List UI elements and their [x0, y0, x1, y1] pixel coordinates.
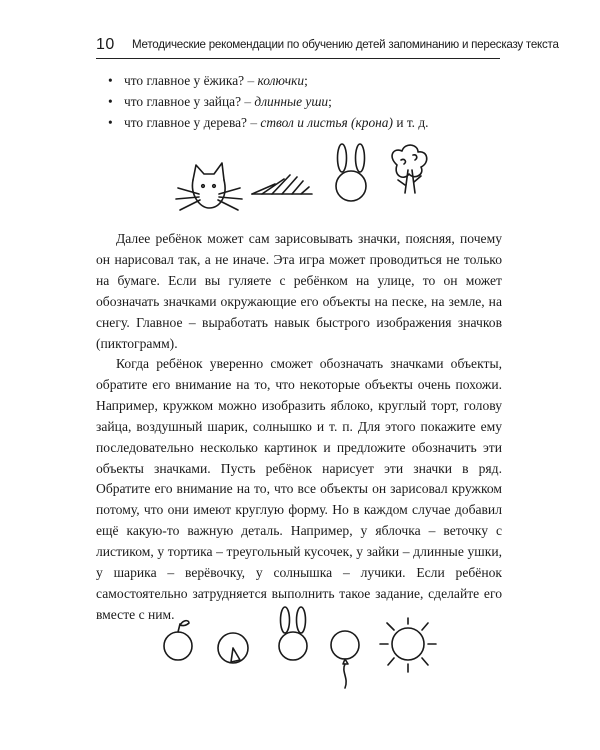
running-title: Методические рекомендации по обучению детей запоминанию и пересказу текста	[132, 38, 559, 51]
answer-text: ствол и листья (крона)	[260, 115, 393, 130]
rabbit-icon	[336, 144, 366, 201]
cake-icon	[218, 633, 248, 663]
page-number: 10	[96, 36, 115, 53]
question-text: что главное у зайца?	[124, 94, 242, 109]
answer-tail: ;	[304, 73, 308, 88]
answer-text: длинные уши	[254, 94, 329, 109]
tree-icon	[392, 145, 427, 193]
question-text: что главное у дерева?	[124, 115, 247, 130]
dash: –	[241, 94, 255, 109]
paragraph-2: Когда ребёнок уверенно сможет обозначать значками объекты, обратите его внимание на то, что некоторые объекты очень похожи. Например, кружком можно изобразить яблоко, круглый торт, голову зайца, воздушный шарик, солнышко и т. п. Для этого покажите ему последовательно несколько картинок и предложите обозначить эти объекты значками. Пусть ребёнок нарисует эти значки в ряд. Обратите его внимание на то, что все объекты он зарисовал кружком потому, что они имеют круглую форму. Но в каждом случае добавил ещё какую-то важную деталь. Например, у яблочка – веточку с листиком, у тортика – треугольный кусочек, у зайки – длинные ушки, у шарика – верёвочку, у солнышка – лучики. Если ребёнок самостоятельно затрудняется выполнить такое задание, сделайте его вместе с ним.	[96, 356, 502, 622]
question-text: что главное у ёжика?	[124, 73, 245, 88]
dash: –	[247, 115, 261, 130]
dash: –	[244, 73, 258, 88]
balloon-icon	[331, 631, 359, 688]
paragraph-1: Далее ребёнок может сам зарисовывать значки, поясняя, почему он нарисовал так, а не иначе. Эта игра может проводиться не только на бумаге. Если вы гуляете с ребёнком на улице, то он может обозначать значками окружающие его объекты на песке, на земле, на снегу. Главное – выработать навык быстрого изображения значков (пиктограмм).	[96, 231, 502, 351]
answer-tail: ;	[328, 94, 332, 109]
cat-icon	[176, 163, 242, 210]
answer-text: колючки	[257, 73, 305, 88]
apple-icon	[164, 621, 192, 660]
sun-icon	[380, 618, 436, 672]
hedgehog-icon	[252, 175, 312, 194]
answer-tail: и т. д.	[392, 115, 429, 130]
